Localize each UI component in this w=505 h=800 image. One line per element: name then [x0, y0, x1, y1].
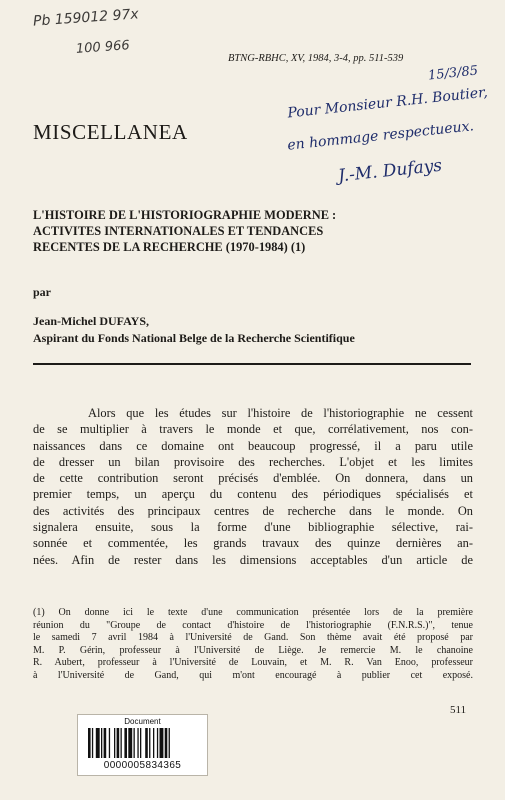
article-title-line: L'HISTOIRE DE L'HISTORIOGRAPHIE MODERNE : — [33, 208, 337, 222]
body-line: sonnée et commentée, les grands travaux des quinze dernières an- — [33, 536, 473, 551]
byline-par: par — [33, 285, 51, 299]
handwritten-signature: J.-M. Dufays — [337, 155, 443, 187]
body-line: de dresser un bilan provisoire des recherches. L'objet et les limites — [33, 454, 473, 469]
document-barcode-label — [77, 714, 208, 776]
archive-mark-line1: Pb 159012 97x — [32, 6, 140, 30]
handwritten-dedication-line2: en hommage respectueux. — [286, 118, 475, 154]
footnote-line: à l'Université de Gand, qui m'ont encouragé à publier cet exposé. — [33, 669, 473, 681]
body-line: de cette contribution seront précisés d'emblée. On donnera, dans un — [33, 471, 473, 486]
author-name: Jean-Michel DUFAYS, — [33, 314, 149, 328]
handwritten-dedication-line1: Pour Monsieur R.H. Boutier, — [286, 84, 489, 122]
barcode-number: 0000005834365 — [103, 760, 182, 771]
journal-reference: BTNG-RBHC, XV, 1984, 3-4, pp. 511-539 — [228, 53, 404, 64]
separator-rule — [33, 363, 471, 365]
author-affiliation: Aspirant du Fonds National Belge de la Recherche Scientifique — [33, 331, 355, 345]
author-block — [33, 313, 355, 347]
archive-mark-line2: 100 966 — [75, 38, 131, 57]
footnote-line: réunion du "Groupe de contact d'histoire de l'historiographie (F.N.R.S.)", tenue — [33, 619, 473, 631]
label-title: Document — [124, 717, 161, 726]
body-line: signalera ensuite, sous la forme d'une bibliographie sélective, rai- — [33, 520, 473, 535]
body-line: de se multiplier à travers le monde et que, corrélativement, nos con- — [33, 422, 473, 437]
page-number: 511 — [450, 704, 467, 716]
handwritten-date: 15/3/85 — [427, 63, 479, 84]
footnote-line: (1) On donne ici le texte d'une communication présentée lors de la première — [33, 607, 473, 618]
article-title-line: RECENTES DE LA RECHERCHE (1970-1984) (1) — [33, 240, 306, 254]
barcode-icon — [88, 728, 197, 758]
body-line: nées. Afin de rester dans les dimensions acceptables d'un article de — [33, 552, 473, 567]
footnote-line: R. Aubert, professeur à l'Université de Louvain, et M. R. Van Enoo, professeur — [33, 657, 473, 669]
body-line: des activités des principaux centres de recherche dans le monde. On — [33, 503, 473, 518]
footnote-line: le samedi 7 avril 1984 à l'Université de Gand. Son thème avait été proposé par — [33, 632, 473, 644]
article-title — [33, 207, 453, 255]
article-title-line: ACTIVITES INTERNATIONALES ET TENDANCES — [33, 224, 324, 238]
body-line: premier temps, un aperçu du contenu des périodiques spécialisés et — [33, 487, 473, 502]
body-paragraph — [33, 405, 473, 568]
section-title: MISCELLANEA — [33, 120, 188, 144]
footnote-line: M. P. Gérin, professeur à l'Université de Liège. Je remercie M. le chanoine — [33, 644, 473, 656]
body-line: Alors que les études sur l'histoire de l'historiographie ne cessent — [88, 406, 473, 420]
footnote — [33, 607, 473, 683]
body-line: naissances dans ce domaine ont beaucoup progressé, il a paru utile — [33, 438, 473, 453]
